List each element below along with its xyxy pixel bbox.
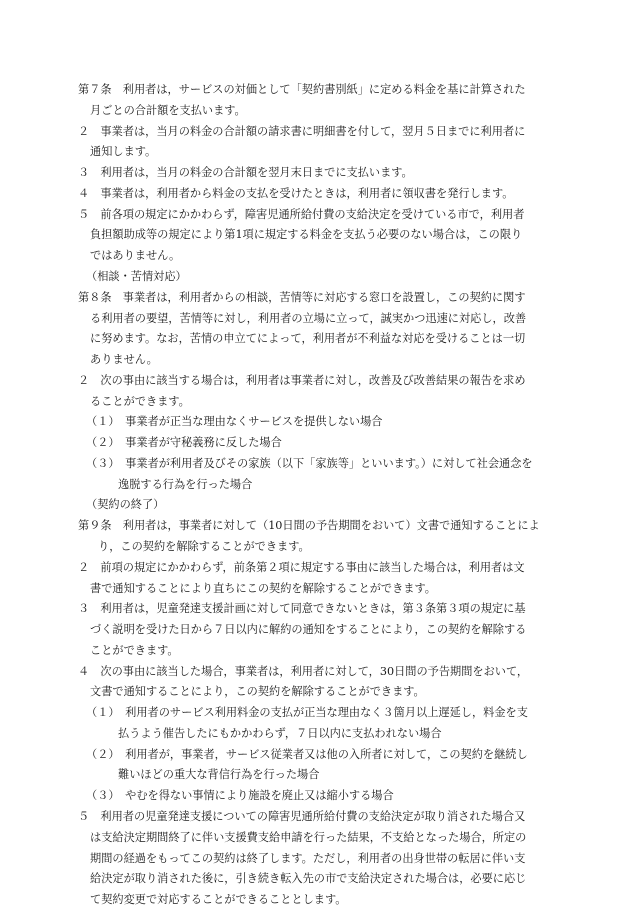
- article-9-item-3: （３） やむを得ない事情により施設を廃止又は縮小する場合: [86, 789, 394, 803]
- article-9-item-1-line-1: （１） 利用者のサービス利用料金の支払が正当な理由なく３箇月以上遅延し，料金を支: [86, 706, 528, 720]
- article-8-item-3-line-1: （３） 事業者が利用者及びその家族（以下「家族等」といいます。）に対して社会通念を: [86, 456, 533, 470]
- article-7-clause-4: ４ 事業者は，利用者から料金の支払を受けたときは，利用者に領収書を発行します。: [78, 186, 514, 200]
- article-9-clause-4-line-2: 文書で通知することにより，この契約を解除することができます。: [90, 685, 425, 699]
- article-7-clause-2-line-1: ２ 事業者は，当月の料金の合計額の請求書に明細書を付して，翌月５日までに利用者に: [78, 124, 526, 138]
- article-9-clause-4-line-1: ４ 次の事由に該当した場合，事業者は，利用者に対して，30日間の予告期間をおいて，: [78, 664, 529, 678]
- article-8-line-1: 第８条 事業者は，利用者からの相談，苦情等に対応する窓口を設置し，この契約に関す: [78, 290, 526, 304]
- article-9-clause-3-line-2: づく説明を受けた日から７日以内に解約の通知をすることにより，この契約を解除する: [90, 623, 527, 636]
- article-7-clause-5-line-1: ５ 前各項の規定にかかわらず，障害児通所給付費の支給決定を受けている市で，利用者: [78, 207, 525, 221]
- article-9-clause-2-line-2: 書で通知することにより直ちにこの契約を解除することができます。: [90, 581, 436, 595]
- article-7-line-2: 月ごとの合計額を支払います。: [90, 103, 246, 117]
- article-8-item-1: （１） 事業者が正当な理由なくサービスを提供しない場合: [86, 415, 383, 429]
- heading-termination: （契約の終了）: [86, 498, 165, 512]
- article-8-clause-2-line-2: ることができます。: [90, 394, 190, 408]
- article-8-item-2: （２） 事業者が守秘義務に反した場合: [86, 436, 282, 450]
- article-7-clause-3: ３ 利用者は，当月の料金の合計額を翌月末日までに支払います。: [78, 166, 413, 180]
- article-9-clause-3-line-1: ３ 利用者は，児童発達支援計画に対して同意できないときは，第３条第３項の規定に基: [78, 602, 526, 616]
- article-7-line-1: 第７条 利用者は，サービスの対価として「契約書別紙」に定める料金を基に計算された: [78, 83, 526, 96]
- article-7-clause-5-line-2: 負担額助成等の規定により第1項に規定する料金を支払う必要のない場合は，この限り: [90, 228, 523, 242]
- article-9-clause-5-line-5: て契約変更で対応することができることとします。: [90, 893, 347, 906]
- article-9-clause-2-line-1: ２ 前項の規定にかかわらず，前条第２項に規定する事由に該当した場合は，利用者は文: [78, 560, 525, 574]
- article-7-clause-5-line-3: ではありません。: [90, 249, 181, 263]
- article-9-clause-5-line-4: 給決定が取り消された後に，引き続き転入先の市で支給決定された場合は，必要に応じ: [90, 872, 527, 886]
- article-9-item-2-line-2: 難いほどの重大な背信行為を行った場合: [118, 768, 320, 782]
- article-9-line-1: 第９条 利用者は，事業者に対して（10日間の予告期間をおいて）文書で通知することによ: [78, 519, 540, 533]
- article-9-item-2-line-1: （２） 利用者が，事業者，サービス従業者又は他の入所者に対して，この契約を継続し: [86, 747, 528, 761]
- article-8-line-3: に努めます。なお，苦情の申立てによって，利用者が不利益な対応を受けることは一切: [90, 332, 526, 346]
- article-8-line-4: ありません。: [90, 353, 158, 366]
- article-7-clause-2-line-2: 通知します。: [90, 145, 157, 159]
- article-9-clause-5-line-2: は支給決定期間終了に伴い支援費支給申請を行った結果，不支給となった場合，所定の: [90, 830, 527, 844]
- article-8-clause-2-line-1: ２ 次の事由に該当する場合は，利用者は事業者に対し，改善及び改善結果の報告を求め: [78, 373, 526, 387]
- article-9-clause-5-line-1: ５ 利用者の児童発達支援についての障害児通所給付費の支給決定が取り消された場合又: [78, 809, 526, 823]
- article-9-item-1-line-2: 払うよう催告したにもかかわらず，７日以内に支払われない場合: [118, 726, 442, 740]
- article-9-clause-5-line-3: 期間の経過をもってこの契約は終了します。ただし，利用者の出身世帯の転居に伴い支: [90, 851, 526, 865]
- article-8-item-3-line-2: 逸脱する行為を行った場合: [118, 477, 253, 491]
- article-8-line-2: る利用者の要望，苦情等に対し，利用者の立場に立って，誠実かつ迅速に対応し，改善: [90, 311, 527, 325]
- article-9-line-2: り，この契約を解除することができます。: [98, 539, 310, 553]
- heading-consultation: （相談・苦情対応）: [86, 269, 187, 283]
- article-9-clause-3-line-3: ことができます。: [90, 643, 179, 657]
